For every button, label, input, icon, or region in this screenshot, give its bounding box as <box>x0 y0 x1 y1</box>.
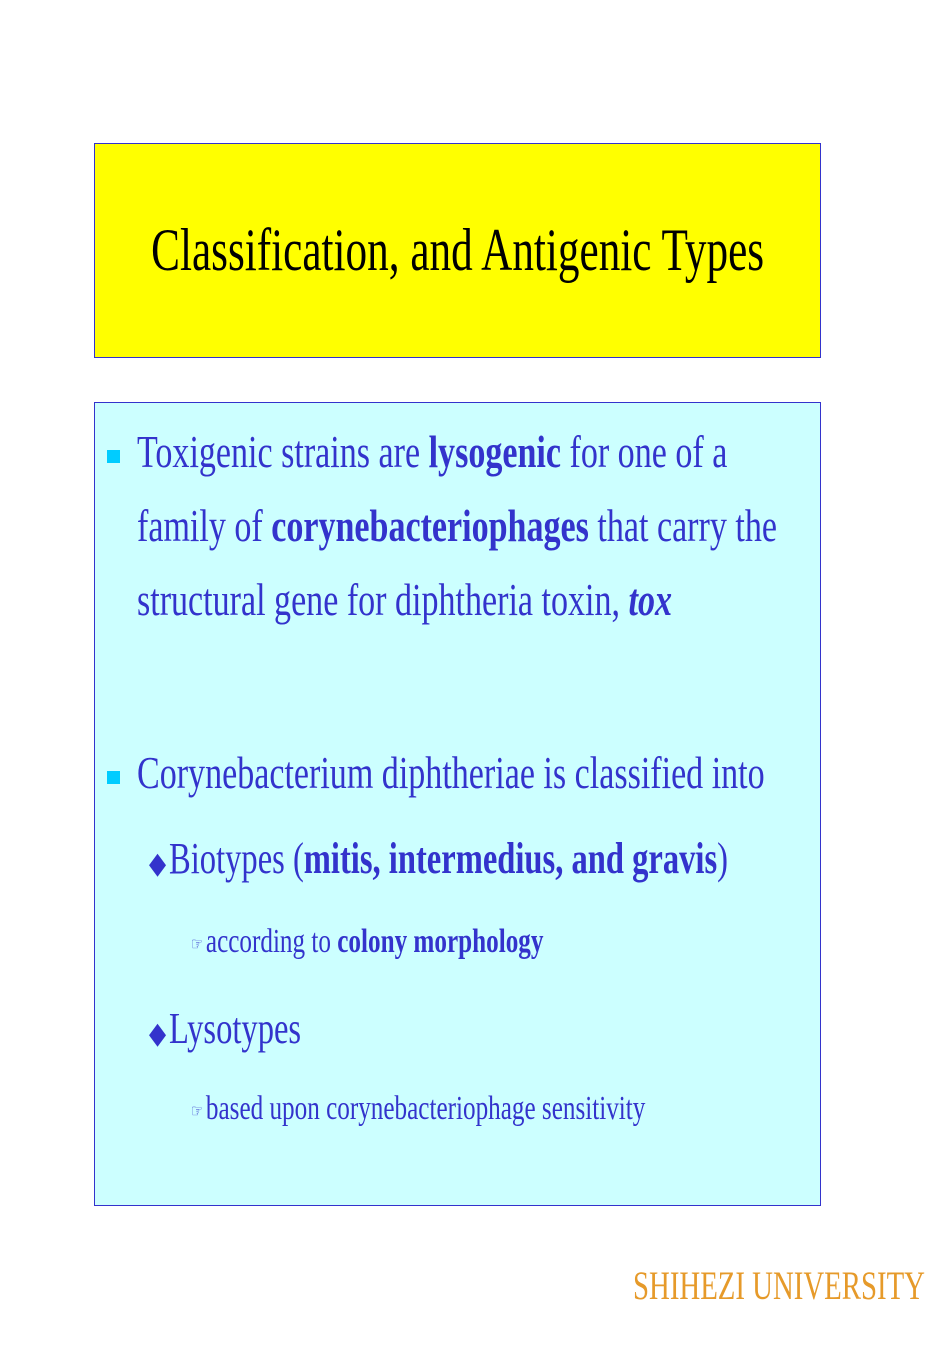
biotypes-detail: ☞according to colony morphology <box>191 923 544 960</box>
lysotypes-detail: ☞based upon corynebacteriophage sensitivity <box>191 1090 646 1127</box>
bullet1-line1: Toxigenic strains are lysogenic for one of a <box>137 426 728 477</box>
footer-university: SHIHEZI UNIVERSITY <box>633 1263 925 1308</box>
bullet1-line3: structural gene for diphtheria toxin, tox <box>137 574 673 625</box>
bullet1-line2: family of corynebacteriophages that carry the <box>137 500 777 551</box>
pointing-hand-icon: ☞ <box>191 1100 203 1121</box>
square-bullet-icon <box>107 771 120 784</box>
content-box <box>94 402 821 1206</box>
lysotypes-item: ◆Lysotypes <box>149 1004 302 1053</box>
pointing-hand-icon: ☞ <box>191 933 203 954</box>
biotypes-item: ◆Biotypes (mitis, intermedius, and gravis) <box>149 834 728 883</box>
diamond-bullet-icon: ◆ <box>149 847 167 880</box>
title-box <box>94 143 821 358</box>
square-bullet-icon <box>107 450 120 463</box>
diamond-bullet-icon: ◆ <box>149 1017 167 1050</box>
slide-title: Classification, and Antigenic Types <box>151 217 764 283</box>
bullet2-line: Corynebacterium diphtheriae is classified into <box>137 747 765 798</box>
